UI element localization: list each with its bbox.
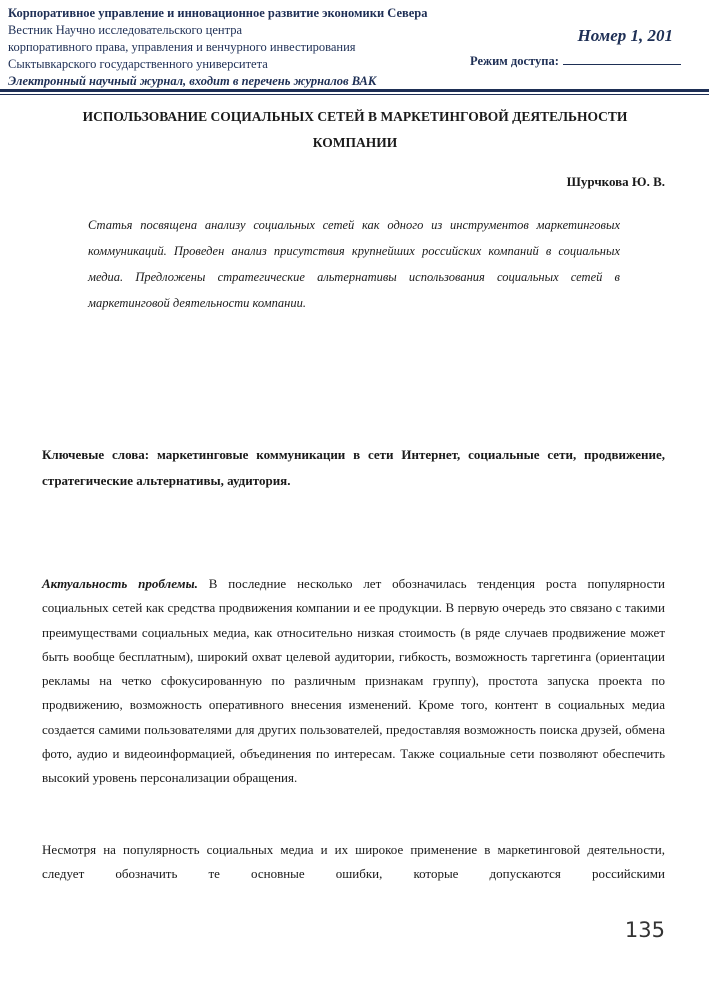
- access-mode: [470, 52, 681, 69]
- journal-header: [8, 5, 468, 90]
- journal-subtitle-line-3: Сыктывкарского государственного университета: [8, 57, 268, 71]
- access-label: Режим доступа:: [470, 54, 559, 68]
- access-blank-line: [563, 52, 681, 65]
- body-paragraph-1: [42, 572, 665, 791]
- paragraph-text: В последние несколько лет обозначилась тенденция роста популярности социальных сетей как средства продвижения компании и ее продукции. В первую очередь это связано с такими преимуществами социальных медиа, как относительно низкая стоимость (в ряде случаев продвижение может быть вообще бесплатным), широкий охват целевой аудитории, гибкость, возможность таргетинга (ориентации рекламы на четко сфокусированную по различным признакам группу), простота запуска проекта по продвижению, возможность оперативного внесения изменений. Кроме того, контент в социальных медиа создается самими пользователями для других пользователей, предоставляя возможность поиска друзей, обмена фото, аудио и видеоинформацией, объединения по интересам. Также социальные сети позволяют обеспечить высокий уровень персонализации обращения.: [42, 576, 665, 786]
- journal-subtitle-line-2: корпоративного права, управления и венчурного инвестирования: [8, 40, 356, 54]
- article-abstract: Статья посвящена анализу социальных сетей как одного из инструментов маркетинговых коммуникаций. Проведен анализ присутствия крупнейших российских компаний в социальных медиа. Предложены стратегические альтернативы использования социальных сетей в маркетинговой деятельности компании.: [88, 218, 620, 310]
- article-keywords: Ключевые слова: маркетинговые коммуникации в сети Интернет, социальные сети, продвижение, стратегические альтернативы, аудитория.: [42, 447, 665, 488]
- header-rule-thick: [0, 89, 709, 92]
- article-title: ИСПОЛЬЗОВАНИЕ СОЦИАЛЬНЫХ СЕТЕЙ В МАРКЕТИНГОВОЙ ДЕЯТЕЛЬНОСТИ КОМПАНИИ: [82, 109, 628, 150]
- header-rule-thin: [0, 94, 709, 95]
- paragraph-lead: Актуальность проблемы.: [42, 576, 198, 591]
- journal-status: Электронный научный журнал, входит в перечень журналов ВАК: [8, 74, 377, 88]
- journal-title: Корпоративное управление и инновационное развитие экономики Севера: [8, 6, 428, 20]
- body-paragraph-2: Несмотря на популярность социальных медиа и их широкое применение в маркетинговой деятельности, следует обозначить те основные ошибки, которые допускаются российскими: [42, 842, 665, 882]
- issue-number: Номер 1, 201: [577, 26, 673, 45]
- article-author: Шурчкова Ю. В.: [566, 174, 665, 189]
- page-number: 135: [624, 918, 665, 942]
- journal-subtitle-line-1: Вестник Научно исследовательского центра: [8, 23, 243, 37]
